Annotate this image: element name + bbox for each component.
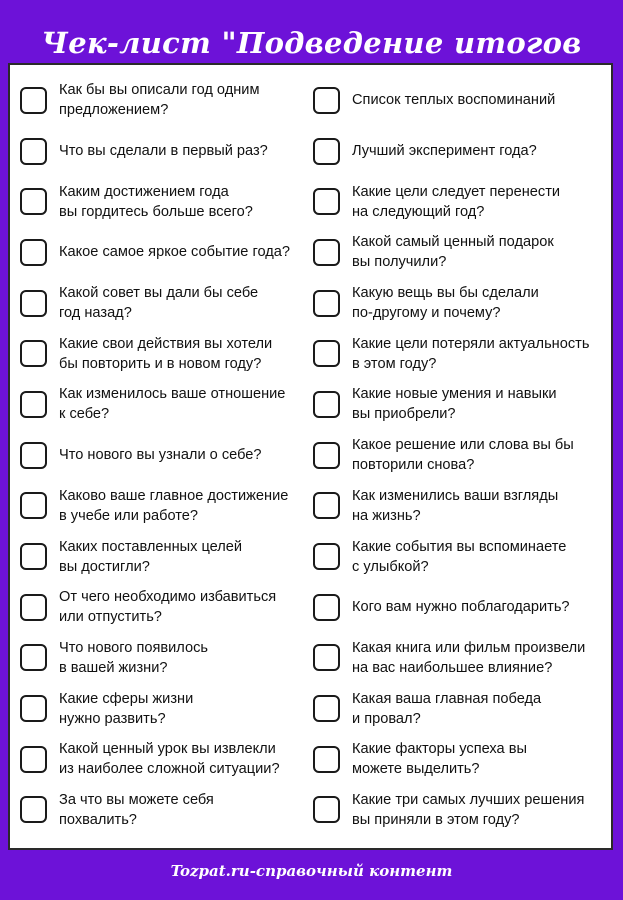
checklist-item [313, 430, 603, 481]
checklist-item [313, 227, 603, 278]
checklist-item-label: Какая ваша главная победа и провал? [352, 690, 542, 727]
checkbox[interactable] [313, 442, 340, 469]
checkbox[interactable] [20, 492, 47, 519]
checkbox[interactable] [20, 796, 47, 823]
checklist-item [313, 328, 603, 379]
checklist-item-label: Что нового появилось в вашей жизни? [59, 639, 208, 676]
checkbox[interactable] [313, 138, 340, 165]
checklist-item-label: Каково ваше главное достижение в учебе или работе? [59, 487, 289, 524]
checklist-item-label: Как изменилось ваше отношение к себе? [59, 386, 286, 423]
checkbox[interactable] [313, 239, 340, 266]
checklist-item [313, 734, 603, 785]
checklist-item [313, 126, 603, 177]
checklist-item [313, 531, 603, 582]
checkbox[interactable] [313, 746, 340, 773]
checklist-item-label: Что вы сделали в первый раз? [59, 143, 268, 160]
checklist-item-label: Как изменились ваши взгляды на жизнь? [352, 487, 559, 524]
checklist-item [20, 176, 313, 227]
checklist-item [313, 75, 603, 126]
checkbox[interactable] [313, 87, 340, 114]
checkbox[interactable] [313, 695, 340, 722]
checklist-item [313, 481, 603, 532]
checklist-card [8, 63, 613, 850]
checklist-item [20, 75, 313, 126]
checklist-item [313, 278, 603, 329]
checkbox[interactable] [20, 391, 47, 418]
checklist-item [20, 582, 313, 633]
checkbox[interactable] [313, 543, 340, 570]
checklist-item [313, 785, 603, 836]
checklist-item [20, 126, 313, 177]
checklist-item [20, 734, 313, 785]
checkbox[interactable] [313, 391, 340, 418]
checkbox[interactable] [20, 746, 47, 773]
checklist-item-label: Какой совет вы дали бы себе год назад? [59, 285, 259, 322]
checklist-grid [20, 75, 603, 835]
checklist-item-label: За что вы можете себя похвалить? [59, 791, 214, 828]
checklist-item [20, 683, 313, 734]
checkbox[interactable] [313, 796, 340, 823]
checklist-item-label: Какие свои действия вы хотели бы повторить и в новом году? [59, 335, 273, 372]
checklist-item [20, 328, 313, 379]
checklist-item-label: Что нового вы узнали о себе? [59, 447, 262, 464]
checkbox[interactable] [313, 188, 340, 215]
checklist-item [20, 481, 313, 532]
checkbox[interactable] [313, 644, 340, 671]
checklist-item-label: Какие цели потеряли актуальность в этом году? [352, 335, 590, 372]
checklist-item [20, 227, 313, 278]
checkbox[interactable] [20, 594, 47, 621]
checklist-item-label: Как бы вы описали год одним предложением? [59, 82, 260, 119]
checklist-item-label: Какие цели следует перенести на следующий год? [352, 183, 561, 220]
checkbox[interactable] [20, 239, 47, 266]
checklist-item [313, 379, 603, 430]
checklist-item [20, 379, 313, 430]
checklist-item-label: Кого вам нужно поблагодарить? [352, 599, 570, 616]
checklist-item [313, 683, 603, 734]
checkbox[interactable] [313, 492, 340, 519]
checklist-item-label: Какие новые умения и навыки вы приобрели? [352, 386, 557, 423]
checklist-item-label: Какую вещь вы бы сделали по-другому и почему? [352, 285, 539, 322]
checklist-item-label: Какое самое яркое событие года? [59, 244, 291, 261]
footer-credit: Tozpat.ru-справочный контент [170, 862, 453, 880]
checklist-item-label: От чего необходимо избавиться или отпустить? [59, 589, 277, 626]
checkbox[interactable] [20, 138, 47, 165]
checklist-item-label: Лучший эксперимент года? [352, 143, 537, 160]
checklist-item [313, 633, 603, 684]
checkbox[interactable] [313, 290, 340, 317]
checkbox[interactable] [20, 290, 47, 317]
checklist-item [20, 633, 313, 684]
checklist-item-label: Какие три самых лучших решения вы приняли в этом году? [352, 791, 585, 828]
checkbox[interactable] [20, 543, 47, 570]
checklist-item-label: Каким достижением года вы гордитесь больше всего? [59, 183, 253, 220]
checklist-item-label: Список теплых воспоминаний [352, 92, 556, 109]
checklist-item-label: Какие факторы успеха вы можете выделить? [352, 741, 527, 778]
checkbox[interactable] [20, 188, 47, 215]
checkbox[interactable] [313, 340, 340, 367]
checklist-item-label: Какая книга или фильм произвели на вас наибольшее влияние? [352, 639, 586, 676]
checklist-item-label: Какое решение или слова вы бы повторили снова? [352, 437, 574, 474]
checklist-item [20, 430, 313, 481]
checkbox[interactable] [20, 442, 47, 469]
checklist-item [20, 531, 313, 582]
checkbox[interactable] [20, 87, 47, 114]
checkbox[interactable] [20, 340, 47, 367]
checklist-item [20, 278, 313, 329]
checklist-item [313, 176, 603, 227]
checklist-item-label: Каких поставленных целей вы достигли? [59, 538, 243, 575]
checkbox[interactable] [20, 644, 47, 671]
checklist-item [313, 582, 603, 633]
checklist-item-label: Какие события вы вспоминаете с улыбкой? [352, 538, 567, 575]
checklist-item [20, 785, 313, 836]
checklist-item-label: Какие сферы жизни нужно развить? [59, 690, 194, 727]
checklist-item-label: Какой ценный урок вы извлекли из наиболее сложной ситуации? [59, 741, 280, 778]
checkbox[interactable] [313, 594, 340, 621]
checklist-item-label: Какой самый ценный подарок вы получили? [352, 234, 554, 271]
page-title: Чек-лист "Подведение итогов [41, 26, 582, 60]
checkbox[interactable] [20, 695, 47, 722]
